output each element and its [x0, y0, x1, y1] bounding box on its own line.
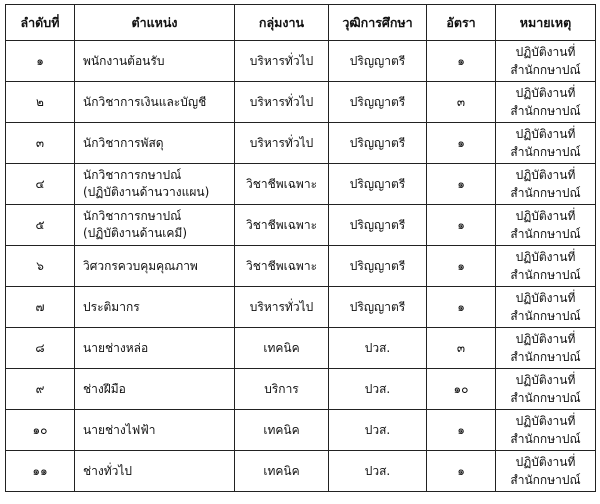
header-rate: อัตรา	[427, 5, 496, 41]
table-row	[6, 328, 596, 369]
cell-rate: ๓	[427, 328, 496, 369]
note-line: สำนักกษาปณ์	[510, 268, 581, 282]
cell-group: เทคนิค	[235, 410, 329, 451]
note-line: ปฏิบัติงานที่	[515, 291, 576, 305]
cell-education: ปริญญาตรี	[329, 246, 427, 287]
cell-no: ๕	[6, 205, 75, 246]
cell-rate: ๑	[427, 164, 496, 205]
header-position: ตำแหน่ง	[75, 5, 235, 41]
table-row	[6, 451, 596, 492]
position-line: ช่างทั่วไป	[83, 463, 133, 478]
cell-no: ๗	[6, 287, 75, 328]
table-row	[6, 41, 596, 82]
cell-note	[496, 410, 596, 451]
cell-rate: ๑	[427, 246, 496, 287]
cell-note	[496, 205, 596, 246]
cell-note	[496, 123, 596, 164]
header-group: กลุ่มงาน	[235, 5, 329, 41]
position-line: นักวิชาการพัสดุ	[83, 135, 164, 150]
note-line: สำนักกษาปณ์	[510, 63, 581, 77]
cell-no: ๖	[6, 246, 75, 287]
note-line: สำนักกษาปณ์	[510, 104, 581, 118]
cell-position	[75, 123, 235, 164]
cell-rate: ๑	[427, 410, 496, 451]
cell-position	[75, 328, 235, 369]
note-line: ปฏิบัติงานที่	[515, 414, 576, 428]
cell-group: บริหารทั่วไป	[235, 41, 329, 82]
cell-position	[75, 41, 235, 82]
cell-note	[496, 328, 596, 369]
note-line: สำนักกษาปณ์	[510, 473, 581, 487]
cell-position	[75, 205, 235, 246]
note-line: ปฏิบัติงานที่	[515, 250, 576, 264]
cell-position	[75, 451, 235, 492]
cell-note	[496, 369, 596, 410]
cell-no: ๙	[6, 369, 75, 410]
note-line: ปฏิบัติงานที่	[515, 168, 576, 182]
cell-group: วิชาชีพเฉพาะ	[235, 205, 329, 246]
cell-group: บริหารทั่วไป	[235, 82, 329, 123]
note-line: ปฏิบัติงานที่	[515, 209, 576, 223]
positions-table-wrapper	[5, 4, 596, 492]
cell-education: ปริญญาตรี	[329, 82, 427, 123]
cell-position	[75, 82, 235, 123]
note-line: สำนักกษาปณ์	[510, 350, 581, 364]
cell-no: ๑๑	[6, 451, 75, 492]
positions-table	[5, 4, 596, 492]
cell-position	[75, 287, 235, 328]
table-row	[6, 369, 596, 410]
position-line: พนักงานต้อนรับ	[83, 53, 165, 68]
cell-note	[496, 451, 596, 492]
cell-position	[75, 164, 235, 205]
cell-no: ๘	[6, 328, 75, 369]
cell-education: ปริญญาตรี	[329, 41, 427, 82]
cell-education: ปริญญาตรี	[329, 164, 427, 205]
cell-position	[75, 369, 235, 410]
table-row	[6, 123, 596, 164]
note-line: ปฏิบัติงานที่	[515, 86, 576, 100]
header-note: หมายเหตุ	[496, 5, 596, 41]
note-line: สำนักกษาปณ์	[510, 309, 581, 323]
note-line: สำนักกษาปณ์	[510, 227, 581, 241]
position-line: (ปฏิบัติงานด้านวางแผน)	[83, 185, 210, 199]
cell-no: ๑	[6, 41, 75, 82]
cell-no: ๔	[6, 164, 75, 205]
cell-note	[496, 164, 596, 205]
cell-education: ปริญญาตรี	[329, 123, 427, 164]
table-row	[6, 82, 596, 123]
cell-education: ปริญญาตรี	[329, 205, 427, 246]
header-row	[6, 5, 596, 41]
note-line: สำนักกษาปณ์	[510, 432, 581, 446]
cell-group: เทคนิค	[235, 451, 329, 492]
position-line: นักวิชาการกษาปณ์	[83, 209, 182, 223]
note-line: ปฏิบัติงานที่	[515, 455, 576, 469]
cell-no: ๒	[6, 82, 75, 123]
table-row	[6, 205, 596, 246]
cell-education: ปวส.	[329, 328, 427, 369]
header-education: วุฒิการศึกษา	[329, 5, 427, 41]
position-line: นักวิชาการกษาปณ์	[83, 168, 182, 182]
cell-no: ๓	[6, 123, 75, 164]
cell-group: บริหารทั่วไป	[235, 123, 329, 164]
note-line: ปฏิบัติงานที่	[515, 373, 576, 387]
note-line: สำนักกษาปณ์	[510, 186, 581, 200]
cell-no: ๑๐	[6, 410, 75, 451]
cell-rate: ๑	[427, 287, 496, 328]
cell-group: เทคนิค	[235, 328, 329, 369]
cell-note	[496, 287, 596, 328]
header-no: ลำดับที่	[6, 5, 75, 41]
position-line: วิศวกรควบคุมคุณภาพ	[83, 258, 198, 273]
note-line: สำนักกษาปณ์	[510, 145, 581, 159]
position-line: (ปฏิบัติงานด้านเคมี)	[83, 226, 188, 240]
cell-rate: ๑	[427, 123, 496, 164]
cell-rate: ๑	[427, 451, 496, 492]
note-line: ปฏิบัติงานที่	[515, 127, 576, 141]
cell-note	[496, 41, 596, 82]
position-line: ช่างฝีมือ	[83, 381, 126, 396]
position-line: ประติมากร	[83, 299, 140, 314]
table-row	[6, 287, 596, 328]
note-line: ปฏิบัติงานที่	[515, 45, 576, 59]
note-line: สำนักกษาปณ์	[510, 391, 581, 405]
cell-rate: ๓	[427, 82, 496, 123]
cell-group: วิชาชีพเฉพาะ	[235, 164, 329, 205]
position-line: นักวิชาการเงินและบัญชี	[83, 94, 207, 109]
table-row	[6, 410, 596, 451]
table-row	[6, 164, 596, 205]
cell-rate: ๑	[427, 41, 496, 82]
position-line: นายช่างหล่อ	[83, 340, 149, 355]
table-row	[6, 246, 596, 287]
cell-position	[75, 410, 235, 451]
cell-group: บริหารทั่วไป	[235, 287, 329, 328]
cell-education: ปวส.	[329, 410, 427, 451]
cell-rate: ๑๐	[427, 369, 496, 410]
cell-note	[496, 246, 596, 287]
cell-education: ปริญญาตรี	[329, 287, 427, 328]
cell-rate: ๑	[427, 205, 496, 246]
note-line: ปฏิบัติงานที่	[515, 332, 576, 346]
cell-group: บริการ	[235, 369, 329, 410]
cell-education: ปวส.	[329, 451, 427, 492]
position-line: นายช่างไฟฟ้า	[83, 422, 156, 437]
cell-position	[75, 246, 235, 287]
cell-note	[496, 82, 596, 123]
cell-group: วิชาชีพเฉพาะ	[235, 246, 329, 287]
cell-education: ปวส.	[329, 369, 427, 410]
